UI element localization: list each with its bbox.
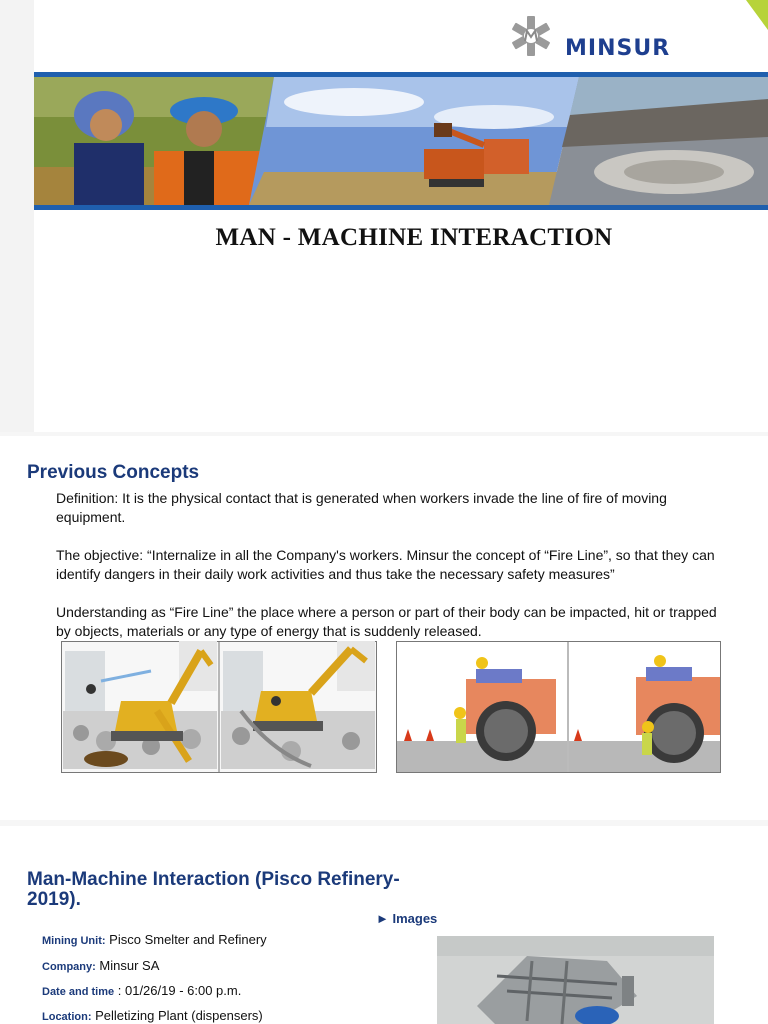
field-label: Company: xyxy=(42,961,96,973)
field-label: Mining Unit: xyxy=(42,935,106,947)
fire-line-paragraph: Understanding as “Fire Line” the place where a person or part of their body can be impacted, hit or trapped by objects, materials or any type of energy that is suddenly released. xyxy=(56,604,717,639)
incident-photo xyxy=(437,936,714,1024)
excavator-illustration xyxy=(61,641,377,773)
minsur-logo xyxy=(503,14,733,61)
images-label: ► Images xyxy=(376,911,438,926)
date-time-field xyxy=(42,983,241,998)
slide-heading: Previous Concepts xyxy=(27,462,200,483)
field-value: Pelletizing Plant (dispensers) xyxy=(95,1008,263,1023)
company-field xyxy=(42,958,159,973)
mining-unit-field xyxy=(42,932,267,947)
field-value: : 01/26/19 - 6:00 p.m. xyxy=(117,983,242,998)
field-label: Location: xyxy=(42,1011,92,1023)
location-field xyxy=(42,1008,263,1023)
pisco-refinery-slide xyxy=(0,826,768,1024)
field-value: Pisco Smelter and Refinery xyxy=(109,932,267,947)
slide-heading: Man-Machine Interaction (Pisco Refinery-2019). xyxy=(27,869,400,910)
banner-photo-strip xyxy=(34,72,768,210)
title-slide xyxy=(0,0,768,432)
slide-margin xyxy=(0,0,34,432)
logo-text: MINSUR xyxy=(565,36,671,61)
field-label: Date and time xyxy=(42,986,115,998)
road-roller-illustration xyxy=(396,641,721,773)
presentation-title: MAN - MACHINE INTERACTION xyxy=(215,224,613,251)
logo-mark-icon xyxy=(503,14,559,58)
definition-paragraph: Definition: It is the physical contact that is generated when workers invade the line of fire of moving equipment. xyxy=(56,490,667,525)
objective-paragraph: The objective: “Internalize in all the Company's workers. Minsur the concept of “Fire Line”, so that they can identify dangers in their daily work activities and thus take the necessary safety measures” xyxy=(56,547,715,582)
field-value: Minsur SA xyxy=(99,958,160,973)
corner-accent xyxy=(746,0,768,30)
previous-concepts-slide xyxy=(0,436,768,820)
